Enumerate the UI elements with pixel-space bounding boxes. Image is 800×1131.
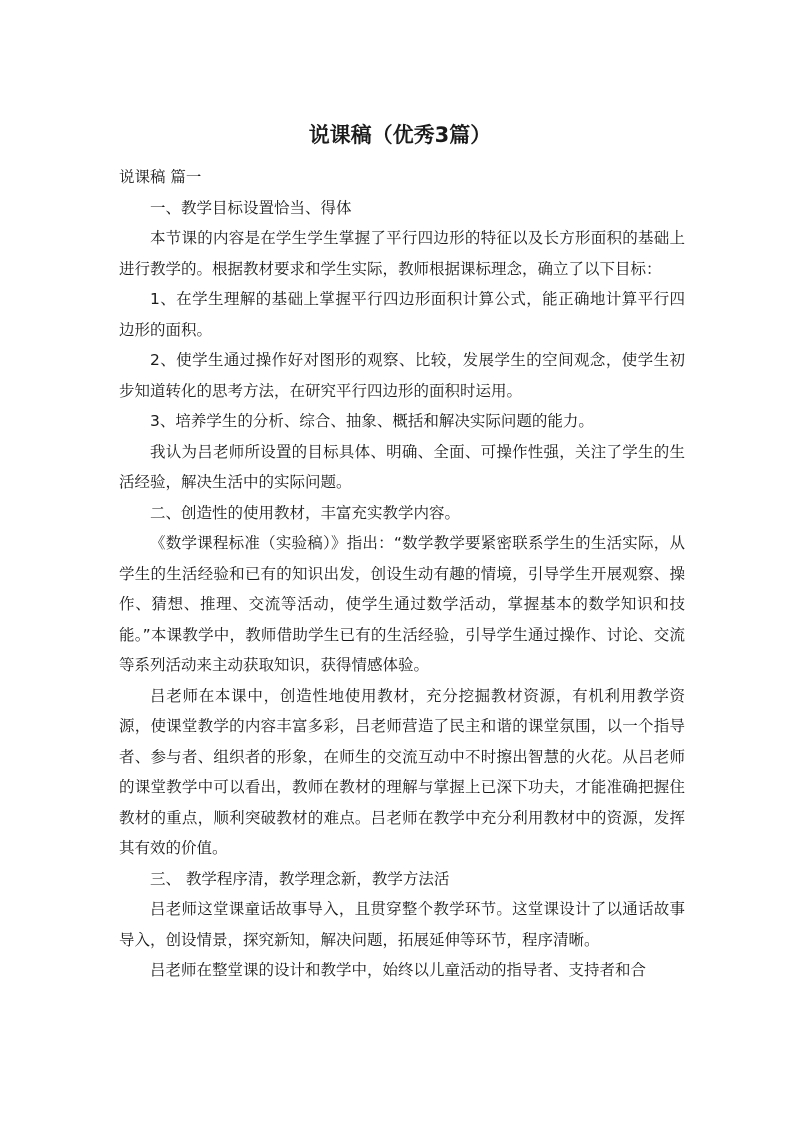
paragraph: 吕老师在本课中，创造性地使用教材，充分挖掘教材资源，有机利用教学资源，使课堂教学的内容丰富多彩，吕老师营造了民主和谐的课堂氛围，以一个指导者、参与者、组织者的形象，在师生的交流互动中不时擦出智慧的火花。从吕老师的课堂教学中可以看出，教师在教材的理解与掌握上已深下功夫，才能准确把握住教材的重点，顺利突破教材的难点。吕老师在教学中充分利用教材中的资源，发挥其有效的价值。	[119, 686, 685, 857]
paragraph: 我认为吕老师所设置的目标具体、明确、全面、可操作性强，关注了学生的生活经验，解决生活中的实际问题。	[119, 442, 685, 491]
subheading-3: 三、 教学程序清，教学理念新，教学方法活	[150, 869, 450, 888]
section-heading: 说课稿 篇一	[119, 168, 202, 186]
paragraph: 本节课的内容是在学生学生掌握了平行四边形的特征以及长方形面积的基础上进行教学的。根据教材要求和学生实际，教师根据课标理念，确立了以下目标：	[119, 229, 685, 278]
paragraph: 吕老师在整堂课的设计和教学中，始终以儿童活动的指导者、支持者和合	[150, 961, 647, 979]
document-body	[119, 162, 685, 986]
paragraph: 吕老师这堂课童话故事导入，且贯穿整个教学环节。这堂课设计了以通话故事导入，创设情景，探究新知，解决问题，拓展延伸等环节，程序清晰。	[119, 900, 685, 949]
subheading-1: 一、教学目标设置恰当、得体	[150, 198, 352, 217]
paragraph: 3、培养学生的分析、综合、抽象、概括和解决实际问题的能力。	[150, 412, 594, 430]
paragraph: 2、使学生通过操作好对图形的观察、比较，发展学生的空间观念，使学生初步知道转化的思考方法，在研究平行四边形的面积时运用。	[119, 351, 685, 400]
document-title: 说课稿（优秀3篇）	[308, 123, 492, 147]
paragraph: 《数学课程标准（实验稿）》指出：“数学教学要紧密联系学生的生活实际，从学生的生活经验和已有的知识出发，创设生动有趣的情境，引导学生开展观察、操作、猜想、推理、交流等活动，使学生通过数学活动，掌握基本的数学知识和技能。”本课教学中，教师借助学生已有的生活经验，引导学生通过操作、讨论、交流等系列活动来主动获取知识，获得情感体验。	[119, 534, 685, 674]
subheading-2: 二、创造性的使用教材，丰富充实教学内容。	[150, 503, 461, 522]
paragraph: 1、在学生理解的基础上掌握平行四边形面积计算公式，能正确地计算平行四边形的面积。	[119, 290, 685, 339]
